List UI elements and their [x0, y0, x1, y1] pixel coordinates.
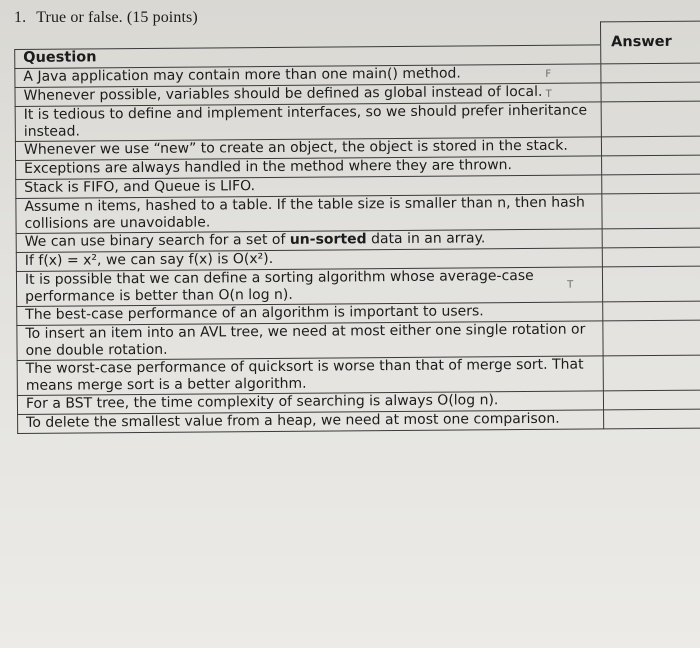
question-text: We can use binary search for a set of	[24, 231, 290, 250]
question-cell: For a BST tree, the time complexity of searching is always O(log n).	[17, 390, 603, 414]
question-cell: To insert an item into an AVL tree, we need at most either one single rotation or one double rotation.	[17, 320, 603, 360]
answer-cell[interactable]	[601, 136, 700, 156]
answer-cell[interactable]	[603, 320, 700, 356]
answer-cell[interactable]	[567, 266, 700, 302]
question-cell: The best-case performance of an algorithm is important to users.	[17, 301, 603, 325]
question-cell: It is tedious to define and implement interfaces, so we should prefer inheritance instead.	[15, 101, 601, 141]
pencil-mark: F	[545, 68, 552, 80]
question-header: Question	[15, 44, 601, 68]
answer-cell[interactable]	[602, 155, 700, 175]
question-cell: It is possible that we can define a sorting algorithm whose average-case performance is better than O(n log n).	[16, 266, 602, 306]
true-false-table	[14, 21, 700, 434]
answer-cell[interactable]	[545, 82, 700, 102]
answer-cell[interactable]	[602, 174, 700, 194]
question-cell: Exceptions are always handled in the method where they are thrown.	[16, 155, 602, 179]
true-false-sheet	[14, 21, 700, 546]
question-cell: The worst-case performance of quicksort is worse than that of merge sort. That means merge sort is a better algorithm.	[17, 355, 603, 395]
emphasis-text: un-sorted	[289, 230, 367, 248]
question-cell: Stack is FIFO, and Queue is LIFO.	[16, 174, 602, 198]
table-row	[17, 320, 700, 360]
question-number: 1.	[14, 9, 27, 26]
table-row	[16, 193, 700, 233]
question-title: True or false. (15 points)	[36, 9, 198, 26]
question-cell: A Java application may contain more than one main() method.	[15, 63, 601, 87]
answer-cell[interactable]	[602, 228, 700, 248]
pencil-mark: T	[545, 88, 552, 100]
table-row	[17, 355, 700, 395]
table-row	[15, 101, 700, 141]
pencil-mark: T	[567, 279, 574, 291]
answer-cell[interactable]	[602, 247, 700, 267]
question-cell: Whenever possible, variables should be defined as global instead of local.	[15, 82, 601, 106]
question-cell: Whenever we use “new” to create an object, the object is stored in the stack.	[15, 136, 601, 160]
question-cell: Assume n items, hashed to a table. If the table size is smaller than n, then hash collisions are unavoidable.	[16, 193, 602, 233]
answer-cell[interactable]	[603, 355, 700, 391]
answer-cell[interactable]	[603, 390, 700, 410]
question-text: data in an array.	[366, 229, 486, 247]
answer-cell[interactable]	[604, 409, 700, 429]
answer-cell[interactable]	[602, 193, 700, 229]
question-cell: To delete the smallest value from a heap, we need at most one comparison.	[18, 409, 604, 433]
table-row	[16, 266, 700, 306]
answer-cell[interactable]	[601, 101, 700, 137]
table-row	[18, 409, 700, 433]
answer-cell[interactable]	[545, 63, 700, 83]
question-cell: If f(x) = x², we can say f(x) is O(x²).	[16, 247, 602, 271]
answer-cell[interactable]	[603, 301, 700, 321]
answer-header: Answer	[600, 21, 700, 63]
